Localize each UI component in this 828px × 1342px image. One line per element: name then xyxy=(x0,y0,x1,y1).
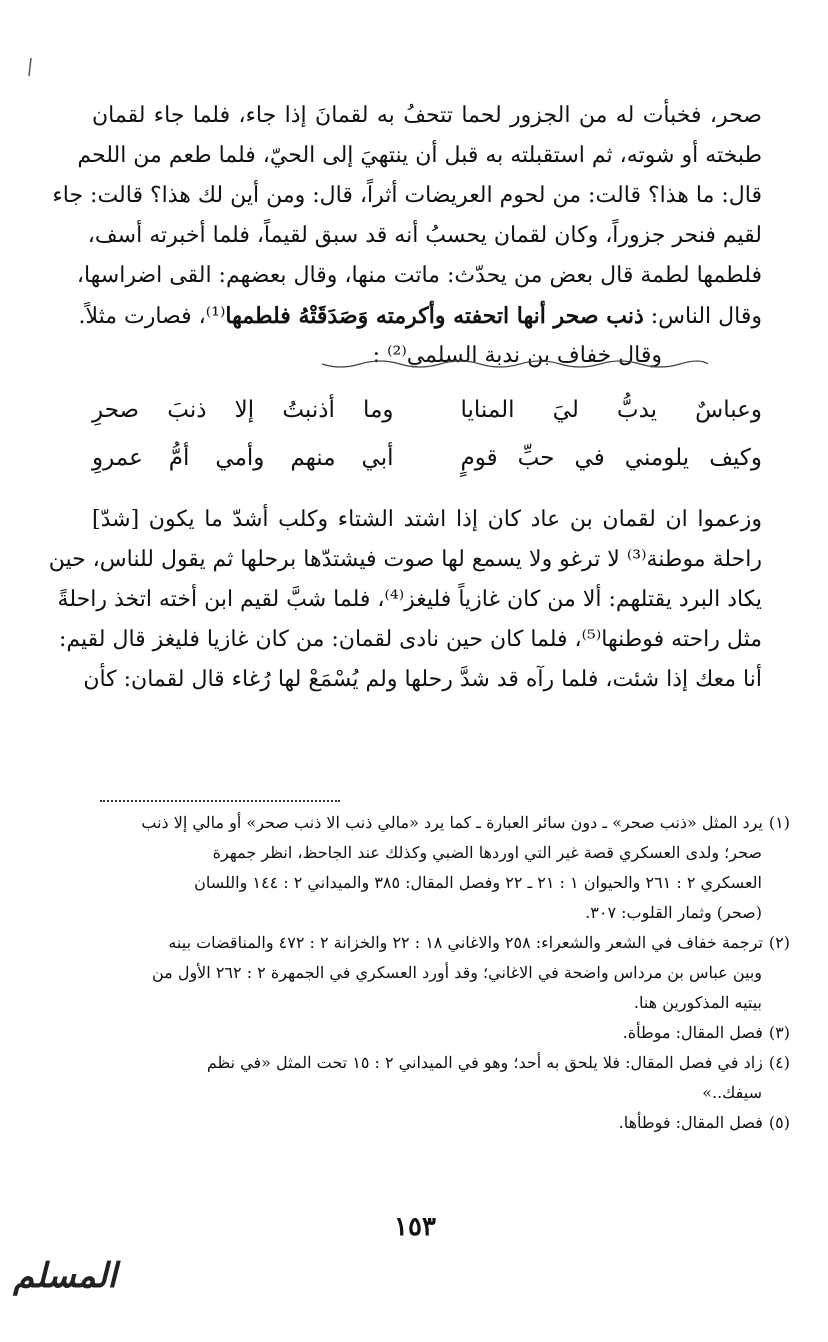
footnote xyxy=(70,1018,790,1048)
footnote-text: صحر؛ ولدى العسكري قصة غير التي اوردها الضبي وكذلك عند الجاحظ، انظر جمهرة xyxy=(212,843,762,862)
footnote xyxy=(70,928,790,1018)
poem-first-hemistich: وكيف يلومني في حبِّ قومٍ xyxy=(460,445,762,471)
library-stamp xyxy=(10,1254,120,1324)
footnote-number: (٥) xyxy=(768,1113,790,1132)
footnote-text: بيتيه المذكورين هنا. xyxy=(633,993,762,1012)
poem-verse xyxy=(92,386,762,434)
footnote-text: ترجمة خفاف في الشعر والشعراء: ٢٥٨ والاغاني ١٨ : ٢٢ والخزانة ٢ : ٤٧٢ والمناقضات بينه xyxy=(168,933,763,952)
poem-verse xyxy=(92,434,762,482)
poem-first-hemistich: وعباسٌ يدبُّ ليَ المنايا xyxy=(460,397,762,423)
text-line: صحر، فخبأت له من الجزور لحما تتحفُ به لقمانَ إذا جاء، فلما جاء لقمان xyxy=(92,103,762,128)
stamp-logo-text: المسلم xyxy=(13,1256,117,1296)
text-line: قال: ما هذا؟ قالت: من لحوم العريضات أثراً، قال: ومن أين لك هذا؟ قالت: جاء xyxy=(52,183,762,208)
footnote-text: (صحر) وثمار القلوب: ٣٠٧. xyxy=(585,903,762,922)
footnote-text: سيفك..» xyxy=(702,1083,762,1102)
text-line: لقيم فنحر جزوراً، وكان لقمان يحسبُ أنه قد سبق لقيماً، فلما أخبرته أسف، xyxy=(87,223,762,248)
footnote-number: (١) xyxy=(768,813,790,832)
footnote-text: فصل المقال: فوطأها. xyxy=(618,1113,763,1132)
footnote-text: فصل المقال: موطأة. xyxy=(622,1023,763,1042)
text-line: طبخته أو شوته، ثم استقبلته به قبل أن ينتهيَ إلى الحيّ، فلما طعم من اللحم xyxy=(77,143,762,168)
footnote-separator xyxy=(100,800,340,802)
footnote-text: العسكري ٢ : ٢٦١ والحيوان ١ : ٢١ ـ ٢٢ وفصل المقال: ٣٨٥ والميداني ٢ : ١٤٤ واللسان xyxy=(194,873,762,892)
footnote-number: (٣) xyxy=(768,1023,790,1042)
footnote-marker: ⁽¹⁾ xyxy=(205,304,226,329)
footnote xyxy=(70,808,790,928)
text-line: أنا معك إذا شئت، فلما رآه قد شدَّ رحلها ولم يُسْمَعْ لها رُغاء قال لقمان: كأن xyxy=(83,667,762,692)
page-number: ١٥٣ xyxy=(394,1212,436,1242)
poem-intro: وقال خفاف بن ندبة السلمي⁽²⁾ : xyxy=(372,343,662,368)
footnote xyxy=(70,1048,790,1108)
footnote-text: وبين عباس بن مرداس واضحة في الاغاني؛ وقد أورد العسكري في الجمهرة ٢ : ٢٦٢ الأول من xyxy=(151,963,762,982)
poem-second-hemistich: أبي منهم وأمي أمُّ عمروِ xyxy=(92,445,394,471)
handwritten-underline xyxy=(320,358,710,372)
footnote-number: (٢) xyxy=(768,933,790,952)
text-line: وزعموا ان لقمان بن عاد كان إذا اشتد الشتاء وكلب أشدّ ما يكون [شدّ] xyxy=(92,507,762,532)
poem xyxy=(92,386,762,482)
footnote-text: يرد المثل «ذنب صحر» ـ دون سائر العبارة ـ كما يرد «مالي ذنب الا ذنب صحر» أو مالي إلا ذنب xyxy=(141,813,763,832)
proverb-tail: ، فصارت مثلاً. xyxy=(78,304,206,329)
proverb-line xyxy=(78,296,762,336)
pencil-mark xyxy=(28,58,32,76)
text-line: راحلة موطنة⁽³⁾ لا ترغو ولا يسمع لها صوت فيشتدّها برحلها ثم يقول للناس، حين xyxy=(48,547,762,572)
text-line: مثل راحته فوطنها⁽⁵⁾، فلما كان حين نادى لقمان: من كان غازيا فليغز قال لقيم: xyxy=(58,627,762,652)
footnotes xyxy=(70,808,790,1138)
main-text xyxy=(48,96,762,700)
footnote xyxy=(70,1108,790,1138)
footnote-number: (٤) xyxy=(768,1053,790,1072)
proverb-text: ذنب صحر أنها اتحفته وأكرمته وَصَدَقَتْهُ فلطمها xyxy=(225,303,644,329)
poem-second-hemistich: وما أذنبتُ إلا ذنبَ صحرِ xyxy=(92,397,394,423)
text-line: يكاد البرد يقتلهم: ألا من كان غازياً فليغز⁽⁴⁾، فلما شبَّ لقيم ابن أخته اتخذ راحلةً xyxy=(57,587,762,612)
footnote-text: زاد في فصل المقال: فلا يلحق به أحد؛ وهو في الميداني ٢ : ١٥ تحت المثل «في نظم xyxy=(206,1053,763,1072)
proverb-lead: وقال الناس: xyxy=(643,304,762,329)
text-line: فلطمها لطمة قال بعض من يحدّث: ماتت منها، وقال بعضهم: القى اضراسها، xyxy=(76,263,762,288)
